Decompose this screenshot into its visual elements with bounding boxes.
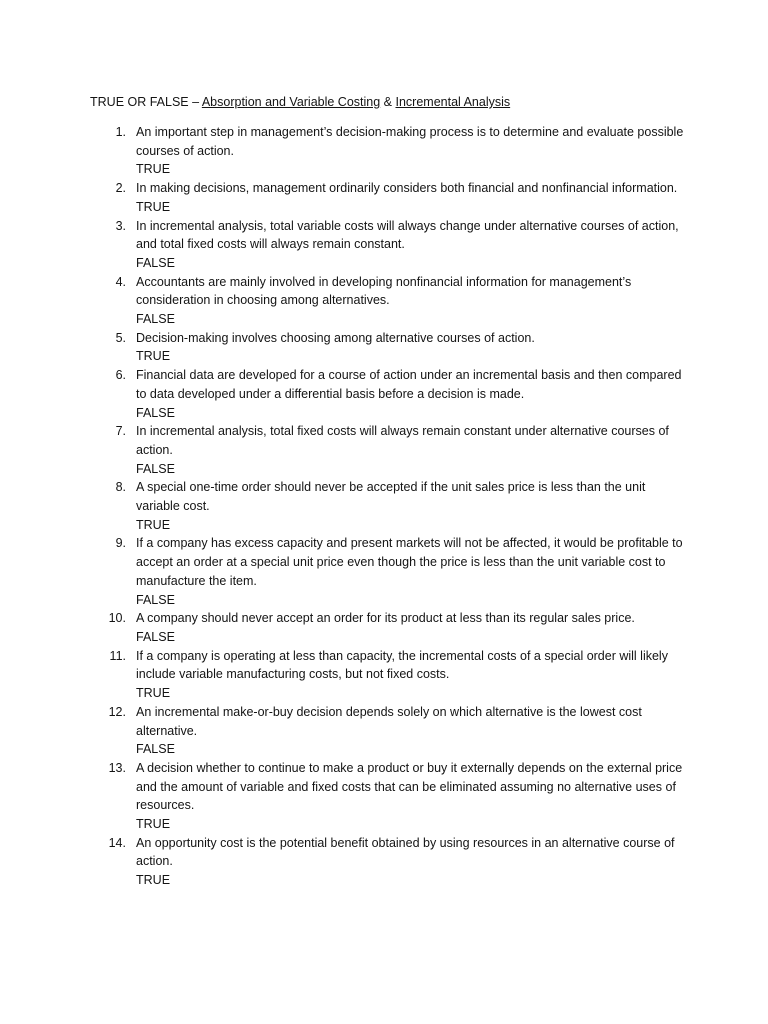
question-answer: TRUE	[136, 686, 171, 701]
question-number: 1.	[115, 125, 126, 139]
question-item	[104, 366, 684, 422]
question-number: 12.	[108, 704, 126, 719]
question-number: 10.	[108, 611, 126, 626]
question-answer: FALSE	[136, 255, 175, 270]
question-item	[104, 329, 684, 366]
question-number: 4.	[115, 274, 126, 289]
question-item	[104, 478, 684, 534]
question-statement: A decision whether to continue to make a product or buy it externally depends on the external price and the amount of variable and fixed costs that can be eliminated assuming no alternative uses of resources.	[136, 760, 683, 813]
question-list	[104, 123, 684, 890]
question-answer: TRUE	[136, 349, 171, 364]
question-number: 7.	[115, 424, 126, 439]
question-statement: A special one-time order should never be accepted if the unit sales price is less than the unit variable cost.	[136, 480, 646, 514]
question-statement: A company should never accept an order for its product at less than its regular sales price.	[136, 611, 635, 626]
heading-joiner: &	[380, 95, 396, 109]
question-item	[104, 834, 684, 890]
document-heading	[90, 94, 510, 110]
question-answer: FALSE	[136, 461, 175, 476]
question-item	[104, 217, 684, 273]
question-number: 5.	[115, 330, 126, 345]
question-item	[104, 123, 684, 179]
question-number: 2.	[115, 181, 126, 196]
question-answer: FALSE	[136, 312, 175, 327]
question-item	[104, 179, 684, 216]
question-statement: Accountants are mainly involved in developing nonfinancial information for management’s consideration in choosing among alternatives.	[136, 274, 632, 308]
question-number: 14.	[108, 835, 126, 850]
question-answer: TRUE	[136, 873, 171, 888]
question-number: 3.	[115, 218, 126, 233]
question-number: 6.	[115, 368, 126, 383]
question-item	[104, 273, 684, 329]
question-answer: FALSE	[136, 742, 175, 757]
question-number: 13.	[108, 760, 126, 775]
question-number: 9.	[115, 536, 126, 551]
question-item	[104, 759, 684, 834]
question-statement: In incremental analysis, total variable costs will always change under alternative courses of action, and total fixed costs will always remain constant.	[136, 218, 679, 252]
question-item	[104, 534, 684, 609]
question-statement: An important step in management’s decision-making process is to determine and evaluate possible courses of action.	[136, 125, 684, 158]
question-statement: In making decisions, management ordinarily considers both financial and nonfinancial information.	[136, 181, 678, 196]
question-statement: An incremental make-or-buy decision depends solely on which alternative is the lowest cost alternative.	[136, 704, 642, 738]
question-number: 11.	[109, 648, 126, 663]
question-statement: An opportunity cost is the potential benefit obtained by using resources in an alternative course of action.	[136, 835, 675, 869]
question-statement: If a company is operating at less than capacity, the incremental costs of a special order will likely include variable manufacturing costs, but not fixed costs.	[136, 648, 668, 682]
question-item	[104, 422, 684, 478]
question-item	[104, 703, 684, 759]
question-answer: FALSE	[136, 629, 175, 644]
question-answer: FALSE	[136, 592, 175, 607]
question-statement: Decision-making involves choosing among alternative courses of action.	[136, 330, 535, 345]
question-answer: TRUE	[136, 817, 171, 832]
question-answer: TRUE	[136, 517, 171, 532]
question-answer: TRUE	[136, 162, 171, 177]
heading-topic-absorption-variable-costing: Absorption and Variable Costing	[201, 95, 381, 109]
question-item	[104, 609, 684, 646]
question-number: 8.	[115, 480, 126, 495]
heading-prefix: TRUE OR FALSE –	[90, 95, 202, 109]
question-answer: TRUE	[136, 199, 171, 214]
question-statement: Financial data are developed for a course of action under an incremental basis and then compared to data developed under a differential basis before a decision is made.	[136, 368, 682, 401]
heading-topic-incremental-analysis: Incremental Analysis	[395, 95, 511, 109]
question-item	[104, 647, 684, 703]
question-statement: In incremental analysis, total fixed costs will always remain constant under alternative courses of action.	[136, 424, 669, 457]
question-answer: FALSE	[136, 405, 175, 420]
question-statement: If a company has excess capacity and present markets will not be affected, it would be profitable to accept an order at a special unit price even though the price is less than the unit variable cost to manufacture the item.	[136, 536, 683, 588]
